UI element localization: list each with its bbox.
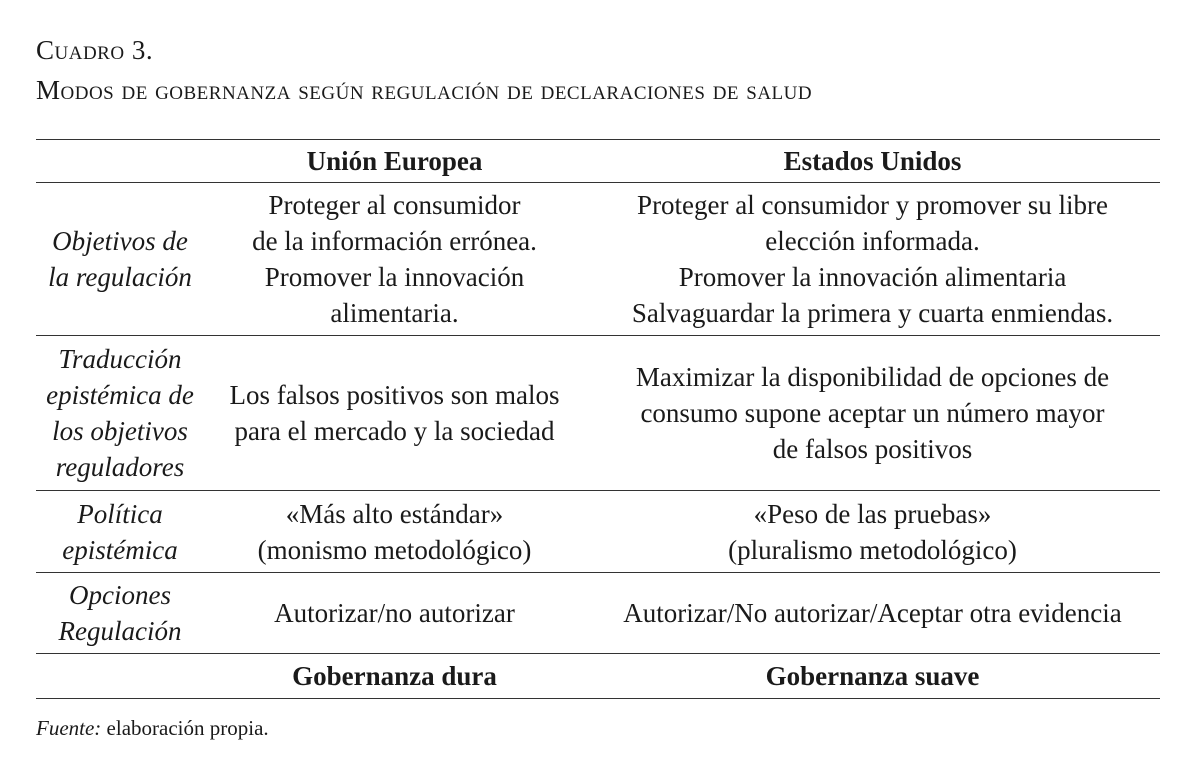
cell-eeuu: Proteger al consumidor y promover su libre elección informada. Promover la innovación alimentaria Salvaguardar la primera y cuarta enmiendas. [585, 183, 1160, 336]
header-empty [36, 140, 204, 183]
table-caption [36, 30, 812, 110]
source-text: elaboración propia. [101, 716, 269, 740]
row-label: Traducción epistémica de los objetivos reguladores [36, 336, 204, 491]
cell-ue: Los falsos positivos son malos para el mercado y la sociedad [204, 336, 585, 491]
table-row-opciones [36, 573, 1160, 654]
cell-eeuu: «Peso de las pruebas» (pluralismo metodológico) [585, 491, 1160, 573]
caption-title: Modos de gobernanza según regulación de declaraciones de salud [36, 75, 813, 105]
header-estados-unidos: Estados Unidos [585, 140, 1160, 183]
cell-ue: Autorizar/no autorizar [204, 573, 585, 654]
row-label: Opciones Regulación [36, 573, 204, 654]
footer-gobernanza-dura: Gobernanza dura [204, 654, 585, 699]
governance-table [36, 139, 1160, 699]
footer-gobernanza-suave: Gobernanza suave [585, 654, 1160, 699]
footer-empty [36, 654, 204, 699]
row-label: Política epistémica [36, 491, 204, 573]
row-label: Objetivos de la regulación [36, 183, 204, 336]
cell-eeuu: Maximizar la disponibilidad de opciones de consumo supone aceptar un número mayor de falsos positivos [585, 336, 1160, 491]
table-row-politica [36, 491, 1160, 573]
cell-ue: «Más alto estándar» (monismo metodológico) [204, 491, 585, 573]
cell-eeuu: Autorizar/No autorizar/Aceptar otra evidencia [585, 573, 1160, 654]
source-label: Fuente: [36, 716, 102, 740]
table-row-traduccion [36, 336, 1160, 491]
table-row-objetivos [36, 183, 1160, 336]
header-union-europea: Unión Europea [204, 140, 585, 183]
table-footer-row [36, 654, 1160, 699]
table-header-row [36, 140, 1160, 183]
caption-number: Cuadro 3. [36, 35, 154, 65]
source-note [36, 713, 269, 743]
cell-ue: Proteger al consumidor de la información errónea. Promover la innovación alimentaria. [204, 183, 585, 336]
